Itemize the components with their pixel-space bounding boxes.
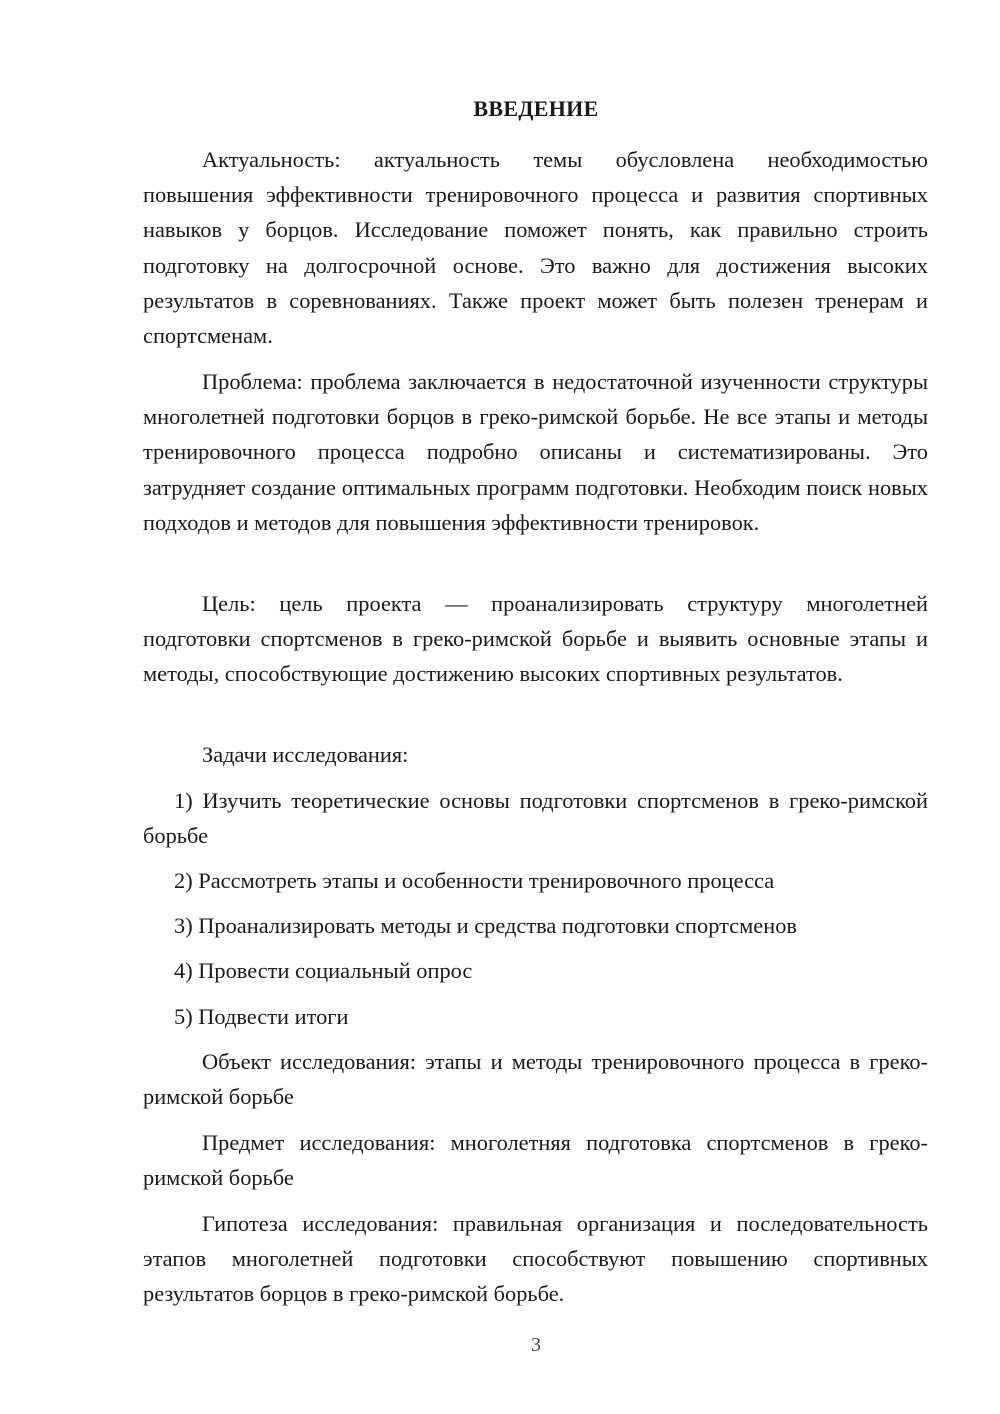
page-number: 3 (531, 1334, 541, 1356)
paragraph-problem: Проблема: проблема заключается в недостаточной изученности структуры многолетней подготовки борцов в греко-римской борьбе. Не все этапы и методы тренировочного процесса подробно описаны и систематизированы. Это затрудняет создание оптимальных программ подготовки. Необходим поиск новых подходов и методов для повышения эффективности тренировок. (143, 369, 928, 535)
task-item: 3) Проанализировать методы и средства подготовки спортсменов (174, 913, 797, 938)
task-item: 5) Подвести итоги (174, 1004, 349, 1029)
paragraph-subject: Предмет исследования: многолетняя подготовка спортсменов в греко-римской борьбе (143, 1130, 928, 1191)
paragraph-object: Объект исследования: этапы и методы тренировочного процесса в греко-римской борьбе (143, 1049, 928, 1110)
task-item: 1) Изучить теоретические основы подготовки спортсменов в греко-римской борьбе (143, 788, 928, 849)
paragraph-relevance: Актуальность: актуальность темы обусловлена необходимостью повышения эффективности тренировочного процесса и развития спортивных навыков у борцов. Исследование поможет понять, как правильно строить подготовку на долгосрочной основе. Это важно для достижения высоких результатов в соревнованиях. Также проект может быть полезен тренерам и спортсменам. (143, 147, 928, 349)
paragraph-hypothesis: Гипотеза исследования: правильная организация и последовательность этапов многолетней подготовки способствуют повышению спортивных результатов борцов в греко-римской борьбе. (143, 1211, 928, 1307)
paragraph-goal: Цель: цель проекта — проанализировать структуру многолетней подготовки спортсменов в греко-римской борьбе и выявить основные этапы и методы, способствующие достижению высоких спортивных результатов. (143, 591, 928, 687)
section-title: ВВЕДЕНИЕ (473, 96, 599, 121)
task-item: 2) Рассмотреть этапы и особенности тренировочного процесса (174, 868, 775, 893)
tasks-heading: Задачи исследования: (202, 742, 409, 767)
task-item: 4) Провести социальный опрос (174, 958, 473, 983)
